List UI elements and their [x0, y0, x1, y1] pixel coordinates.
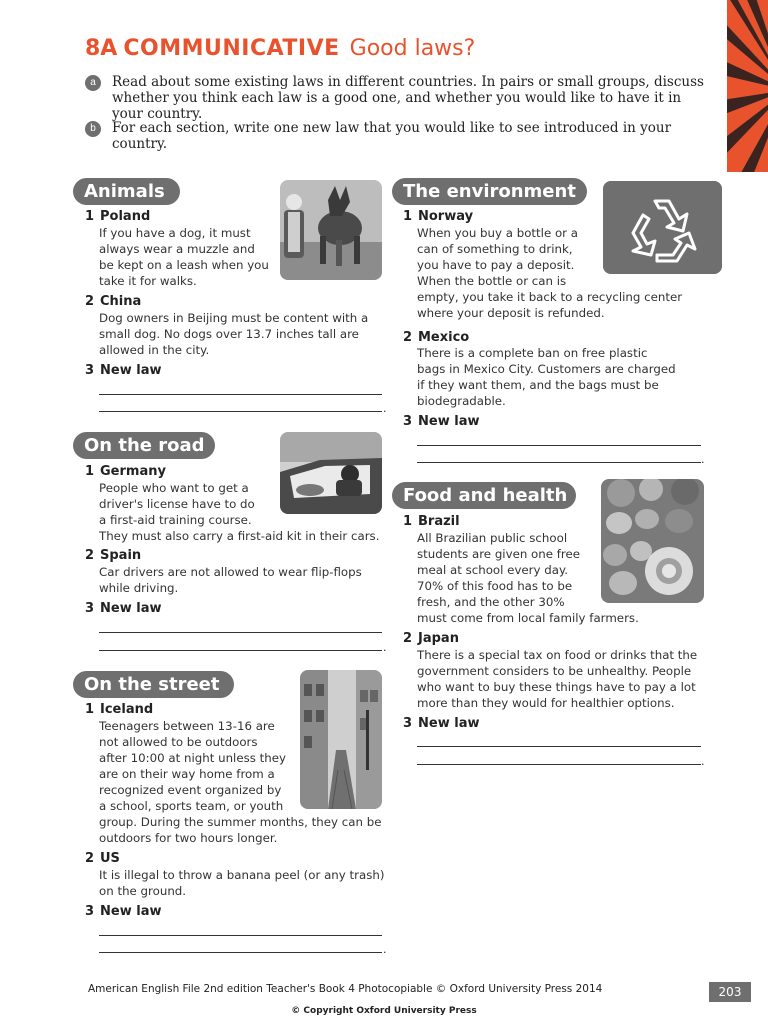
- text-line: driver's license have to do: [99, 497, 255, 511]
- country-name: Poland: [100, 209, 151, 224]
- law-item-header: [85, 464, 166, 479]
- item-number: 1: [85, 209, 95, 224]
- answer-end-dot: .: [383, 641, 387, 654]
- text-line: All Brazilian public school: [417, 531, 568, 545]
- item-number: 1: [403, 514, 413, 529]
- answer-line[interactable]: [99, 935, 382, 936]
- law-item-header: [403, 514, 460, 529]
- answer-line[interactable]: [417, 764, 701, 765]
- text-line: a first-aid training course.: [99, 513, 252, 527]
- text-line: on the ground.: [99, 884, 187, 898]
- text-line: where your deposit is refunded.: [417, 306, 605, 320]
- answer-line[interactable]: [417, 746, 701, 747]
- section-heading-food: Food and health: [392, 482, 576, 509]
- law-text: [417, 530, 639, 626]
- law-item-header: [85, 851, 120, 866]
- item-number: 3: [403, 716, 413, 731]
- page-number: 203: [709, 982, 751, 1002]
- instruction-text: Read about some existing laws in different countries. In pairs or small groups, discuss whether you think each law is a good one, and whether you would like to have it in your country.: [112, 74, 704, 122]
- law-text: [417, 647, 697, 711]
- text-line: When the bottle or can is: [417, 274, 567, 288]
- item-number: 2: [85, 294, 95, 309]
- instruction-text: For each section, write one new law that you would like to see introduced in your country.: [112, 120, 672, 152]
- country-name: New law: [100, 904, 162, 919]
- text-line: government considers to be unhealthy. People: [417, 664, 692, 678]
- law-text: [99, 718, 381, 846]
- lesson-title: Good laws?: [349, 36, 476, 61]
- instruction-b: [85, 120, 705, 152]
- country-name: Japan: [418, 631, 459, 646]
- text-line: small dog. No dogs over 13.7 inches tall are: [99, 327, 359, 341]
- text-line: recognized event organized by: [99, 783, 282, 797]
- text-line: allowed in the city.: [99, 343, 210, 357]
- answer-line[interactable]: [99, 394, 382, 395]
- law-item-header: [403, 414, 479, 429]
- law-text: [99, 867, 384, 899]
- section-heading-environment: The environment: [392, 178, 587, 205]
- text-line: always wear a muzzle and: [99, 242, 255, 256]
- country-name: US: [100, 851, 120, 866]
- text-line: When you buy a bottle or a: [417, 226, 579, 240]
- item-number: 2: [403, 631, 413, 646]
- section-heading-street: On the street: [73, 671, 234, 698]
- section-heading-animals: Animals: [73, 178, 180, 205]
- text-line: who want to buy these things have to pay a lot: [417, 680, 696, 694]
- page-title: [85, 36, 475, 61]
- law-item-header: [85, 294, 141, 309]
- text-line: They must also carry a first-aid kit in their cars.: [99, 529, 380, 543]
- law-text: [99, 564, 362, 596]
- country-name: Mexico: [418, 330, 470, 345]
- text-line: while driving.: [99, 581, 179, 595]
- text-line: It is illegal to throw a banana peel (or any trash): [99, 868, 385, 882]
- country-name: Brazil: [418, 514, 460, 529]
- item-number: 3: [85, 601, 95, 616]
- text-line: a school, sports team, or youth: [99, 799, 284, 813]
- country-name: China: [100, 294, 142, 309]
- dog-photo: [280, 180, 382, 280]
- answer-line[interactable]: [99, 952, 382, 953]
- text-line: There is a special tax on food or drinks that the: [417, 648, 698, 662]
- item-number: 3: [85, 904, 95, 919]
- text-line: more than they would for healthier options.: [417, 696, 675, 710]
- law-text: [417, 345, 676, 409]
- item-number: 1: [403, 209, 413, 224]
- item-number: 3: [403, 414, 413, 429]
- text-line: bags in Mexico City. Customers are charged: [417, 362, 676, 376]
- text-line: fresh, and the other 30%: [417, 595, 565, 609]
- law-text: [99, 480, 379, 544]
- law-text: [99, 310, 368, 358]
- law-item-header: [85, 209, 150, 224]
- rights-text: Photocopiable © Oxford University Press 2014: [358, 983, 603, 995]
- text-line: Dog owners in Beijing must be content with a: [99, 311, 369, 325]
- text-line: Car drivers are not allowed to wear flip-flops: [99, 565, 362, 579]
- instruction-badge: a: [85, 75, 101, 91]
- law-item-header: [403, 631, 459, 646]
- text-line: 70% of this food has to be: [417, 579, 573, 593]
- answer-line[interactable]: [417, 462, 701, 463]
- text-line: biodegradable.: [417, 394, 506, 408]
- country-name: New law: [418, 414, 480, 429]
- text-line: If you have a dog, it must: [99, 226, 251, 240]
- lesson-code: 8A: [85, 36, 118, 61]
- text-line: be kept on a leash when you: [99, 258, 269, 272]
- text-line: outdoors for two hours longer.: [99, 831, 278, 845]
- text-line: People who want to get a: [99, 481, 249, 495]
- item-number: 1: [85, 702, 95, 717]
- text-line: are on their way home from a: [99, 767, 275, 781]
- text-line: can of something to drink,: [417, 242, 573, 256]
- item-number: 2: [85, 548, 95, 563]
- law-item-header: [85, 363, 161, 378]
- answer-line[interactable]: [99, 411, 382, 412]
- text-line: group. During the summer months, they can be: [99, 815, 382, 829]
- text-line: not allowed to be outdoors: [99, 735, 258, 749]
- country-name: Spain: [100, 548, 142, 563]
- footer-text: [88, 983, 602, 995]
- corner-rays-decoration: [727, 0, 768, 172]
- instruction-badge: b: [85, 121, 101, 137]
- country-name: New law: [100, 601, 162, 616]
- law-text: [99, 225, 269, 289]
- answer-line[interactable]: [417, 445, 701, 446]
- text-line: There is a complete ban on free plastic: [417, 346, 648, 360]
- section-heading-road: On the road: [73, 432, 215, 459]
- law-item-header: [85, 702, 153, 717]
- text-line: must come from local family farmers.: [417, 611, 639, 625]
- answer-end-dot: .: [701, 453, 705, 466]
- copyright-notice: © Copyright Oxford University Press: [291, 1006, 477, 1016]
- item-number: 1: [85, 464, 95, 479]
- lesson-kind: COMMUNICATIVE: [123, 36, 340, 61]
- law-item-header: [403, 209, 473, 224]
- text-line: empty, you take it back to a recycling center: [417, 290, 683, 304]
- law-item-header: [403, 716, 479, 731]
- country-name: Norway: [418, 209, 474, 224]
- text-line: if they want them, and the bags must be: [417, 378, 659, 392]
- answer-end-dot: .: [383, 402, 387, 415]
- country-name: New law: [100, 363, 162, 378]
- country-name: Iceland: [100, 702, 154, 717]
- answer-line[interactable]: [99, 650, 382, 651]
- text-line: take it for walks.: [99, 274, 197, 288]
- text-line: you have to pay a deposit.: [417, 258, 575, 272]
- law-item-header: [85, 601, 161, 616]
- law-item-header: [85, 904, 161, 919]
- answer-end-dot: .: [701, 755, 705, 768]
- instruction-a: [85, 74, 705, 122]
- law-item-header: [85, 548, 141, 563]
- answer-line[interactable]: [99, 632, 382, 633]
- text-line: Teenagers between 13-16 are: [99, 719, 275, 733]
- item-number: 3: [85, 363, 95, 378]
- book-title: American English File 2nd edition Teacher's Book 4: [88, 983, 355, 995]
- text-line: students are given one free: [417, 547, 581, 561]
- text-line: meal at school every day.: [417, 563, 569, 577]
- item-number: 2: [85, 851, 95, 866]
- text-line: after 10:00 at night unless they: [99, 751, 286, 765]
- item-number: 2: [403, 330, 413, 345]
- country-name: Germany: [100, 464, 166, 479]
- law-text: [417, 225, 682, 321]
- country-name: New law: [418, 716, 480, 731]
- law-item-header: [403, 330, 469, 345]
- answer-end-dot: .: [383, 943, 387, 956]
